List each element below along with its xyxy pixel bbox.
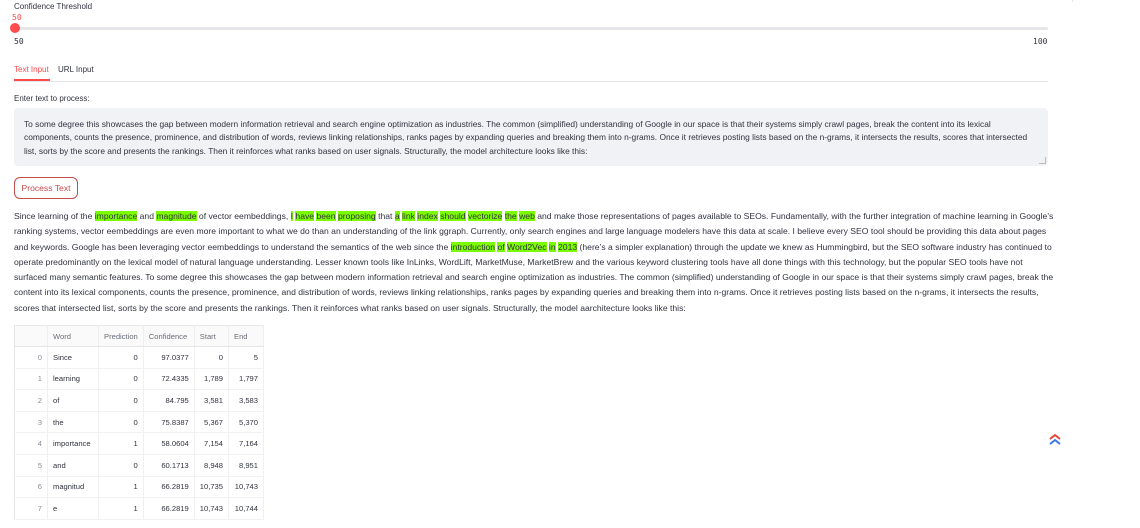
table-row[interactable]	[15, 433, 264, 455]
text-input-area[interactable]	[14, 108, 1048, 166]
confidence-cell: 58.0604	[143, 433, 194, 455]
row-index: 1	[15, 368, 48, 390]
tab-bar	[14, 64, 1048, 82]
output-text: and	[137, 211, 157, 221]
highlighted-token: proposing	[337, 211, 376, 221]
table-row[interactable]	[15, 390, 264, 412]
highlighted-token: should	[440, 211, 466, 221]
word-cell: importance	[48, 433, 99, 455]
start-cell: 1,789	[194, 368, 228, 390]
highlighted-token: the	[504, 211, 517, 221]
highlighted-token: a	[394, 211, 400, 221]
confidence-cell: 97.0377	[143, 347, 194, 369]
highlighted-token: vectorize	[467, 211, 503, 221]
slider-track[interactable]	[14, 27, 1048, 30]
highlighted-output	[14, 209, 1054, 316]
table-row[interactable]	[15, 454, 264, 476]
output-text: and make those representations of pages available to SEOs. Fundamentally, with the further integration of machine learning in Google’s ranking systems, vector eembeddings are even more important to what we do than an understanding of the link ggraph. Currently, only search engines and large language modelers have this data at scale. I believe every SEO tool should be providing this data about pages and keywords. Google has been leveraging vector eembeddings to understand the semantics of the web since the	[14, 211, 1054, 252]
highlighted-token: 2013	[558, 241, 578, 252]
prediction-cell: 0	[99, 411, 144, 433]
slider-thumb[interactable]	[10, 23, 20, 33]
row-index: 2	[15, 390, 48, 412]
end-cell: 5,370	[229, 411, 264, 433]
column-header-index[interactable]	[15, 326, 48, 347]
end-cell: 5	[229, 347, 264, 369]
highlighted-token: have	[295, 211, 315, 221]
highlighted-token: introduction	[450, 241, 496, 252]
highlighted-token: been	[316, 211, 336, 221]
word-cell: magnitud	[48, 476, 99, 498]
word-cell: the	[48, 411, 99, 433]
end-cell: 7,164	[229, 433, 264, 455]
confidence-cell: 66.2819	[143, 498, 194, 520]
prediction-cell: 0	[99, 390, 144, 412]
table-row[interactable]	[15, 476, 264, 498]
confidence-cell: 75.8387	[143, 411, 194, 433]
highlighted-token: web	[519, 211, 535, 221]
slider-current-value: 50	[12, 13, 22, 22]
table-header-row	[15, 326, 264, 347]
word-cell: and	[48, 454, 99, 476]
word-cell: of	[48, 390, 99, 412]
resize-handle[interactable]	[1039, 157, 1046, 164]
confidence-cell: 60.1713	[143, 454, 194, 476]
confidence-cell: 84.795	[143, 390, 194, 412]
slider-label: Confidence Threshold	[14, 2, 93, 11]
chevron-up-icon[interactable]	[1047, 432, 1063, 448]
output-text: (here’s a simpler explanation) through the update we knew as Hummingbird, but the SEO software industry has continued to operate predominantly on the lexical model of natural language understanding. Lesser known tools like InLinks, WordLift, MarketMuse, MarketBrew and the various keyword clustering tools have all done things with this technology, but the popular SEO tools have not surfaced many semantic features. To some degree this showcases the gap between modern information retrieval and search engine optimization as industries. The common (simplified) understanding of Google in our space is that their systems simply crawl pages, break the content into its lexical components, counts the presence, prominence, and distribution of words, reviews linking relationships, ranks pages by expanding queries and breaking them into n-grams. Once it retrieves posting lists based on the n-grams, it intersects the results, scores that intersected list, sorts by the score and presents the rankings. Then it reinforces what ranks based on user signals. Structurally, the model aarchitecture looks like this:	[14, 241, 1054, 313]
table-row[interactable]	[15, 411, 264, 433]
table-row[interactable]	[15, 368, 264, 390]
column-header-start[interactable]: Start	[194, 326, 228, 347]
start-cell: 0	[194, 347, 228, 369]
text-input-label: Enter text to process:	[14, 94, 90, 103]
confidence-cell: 72.4335	[143, 368, 194, 390]
results-table[interactable]	[14, 325, 264, 520]
prediction-cell: 1	[99, 433, 144, 455]
word-cell: Since	[48, 347, 99, 369]
divider	[1072, 0, 1073, 2]
slider-max-label: 100	[1033, 37, 1048, 46]
start-cell: 3,581	[194, 390, 228, 412]
prediction-cell: 0	[99, 347, 144, 369]
tab-text-input[interactable]: Text Input	[14, 65, 49, 74]
start-cell: 10,743	[194, 498, 228, 520]
row-index: 6	[15, 476, 48, 498]
column-header-end[interactable]: End	[229, 326, 264, 347]
start-cell: 5,367	[194, 411, 228, 433]
output-text: that	[375, 211, 395, 221]
highlighted-token: Word2Vec	[507, 241, 547, 252]
end-cell: 10,744	[229, 498, 264, 520]
start-cell: 8,948	[194, 454, 228, 476]
table-row[interactable]	[15, 347, 264, 369]
start-cell: 10,735	[194, 476, 228, 498]
prediction-cell: 0	[99, 454, 144, 476]
row-index: 0	[15, 347, 48, 369]
start-cell: 7,154	[194, 433, 228, 455]
highlighted-token: index	[417, 211, 438, 221]
slider-min-label: 50	[14, 37, 24, 46]
highlighted-token: magnitude	[156, 211, 197, 221]
end-cell: 10,743	[229, 476, 264, 498]
column-header-confidence[interactable]: Confidence	[143, 326, 194, 347]
prediction-cell: 1	[99, 498, 144, 520]
row-index: 3	[15, 411, 48, 433]
prediction-cell: 0	[99, 368, 144, 390]
process-text-button[interactable]: Process Text	[14, 177, 78, 199]
column-header-prediction[interactable]: Prediction	[99, 326, 144, 347]
highlighted-token: in	[548, 241, 556, 252]
prediction-cell: 1	[99, 476, 144, 498]
tab-url-input[interactable]: URL Input	[58, 65, 94, 74]
row-index: 7	[15, 498, 48, 520]
row-index: 5	[15, 454, 48, 476]
end-cell: 3,583	[229, 390, 264, 412]
active-tab-indicator	[14, 79, 50, 81]
highlighted-token: of	[497, 241, 505, 252]
end-cell: 1,797	[229, 368, 264, 390]
word-cell: learning	[48, 368, 99, 390]
row-index: 4	[15, 433, 48, 455]
text-input-value: To some degree this showcases the gap between modern information retrieval and search engine optimization as industries. The common (simplified) understanding of Google in our space is that their systems simply crawl pages, break the content into its lexical components, counts the presence, prominence, and distribution of words, reviews linking relationships, ranks pages by expanding queries and breaking them into n-grams. Once it retrieves posting lists based on the n-grams, it intersects the results, scores that intersected list, sorts by the score and presents the rankings. Then it reinforces what ranks based on user signals. Structurally, the model architecture looks like this:	[24, 119, 1028, 156]
output-text: of vector eembeddings,	[196, 211, 291, 221]
table-row[interactable]	[15, 498, 264, 520]
word-cell: e	[48, 498, 99, 520]
column-header-word[interactable]: Word	[48, 326, 99, 347]
highlighted-token: I	[290, 211, 294, 221]
end-cell: 8,951	[229, 454, 264, 476]
output-text: Since learning of the	[14, 211, 95, 221]
highlighted-token: link	[402, 211, 415, 221]
highlighted-token: importance	[94, 211, 138, 221]
confidence-cell: 66.2819	[143, 476, 194, 498]
